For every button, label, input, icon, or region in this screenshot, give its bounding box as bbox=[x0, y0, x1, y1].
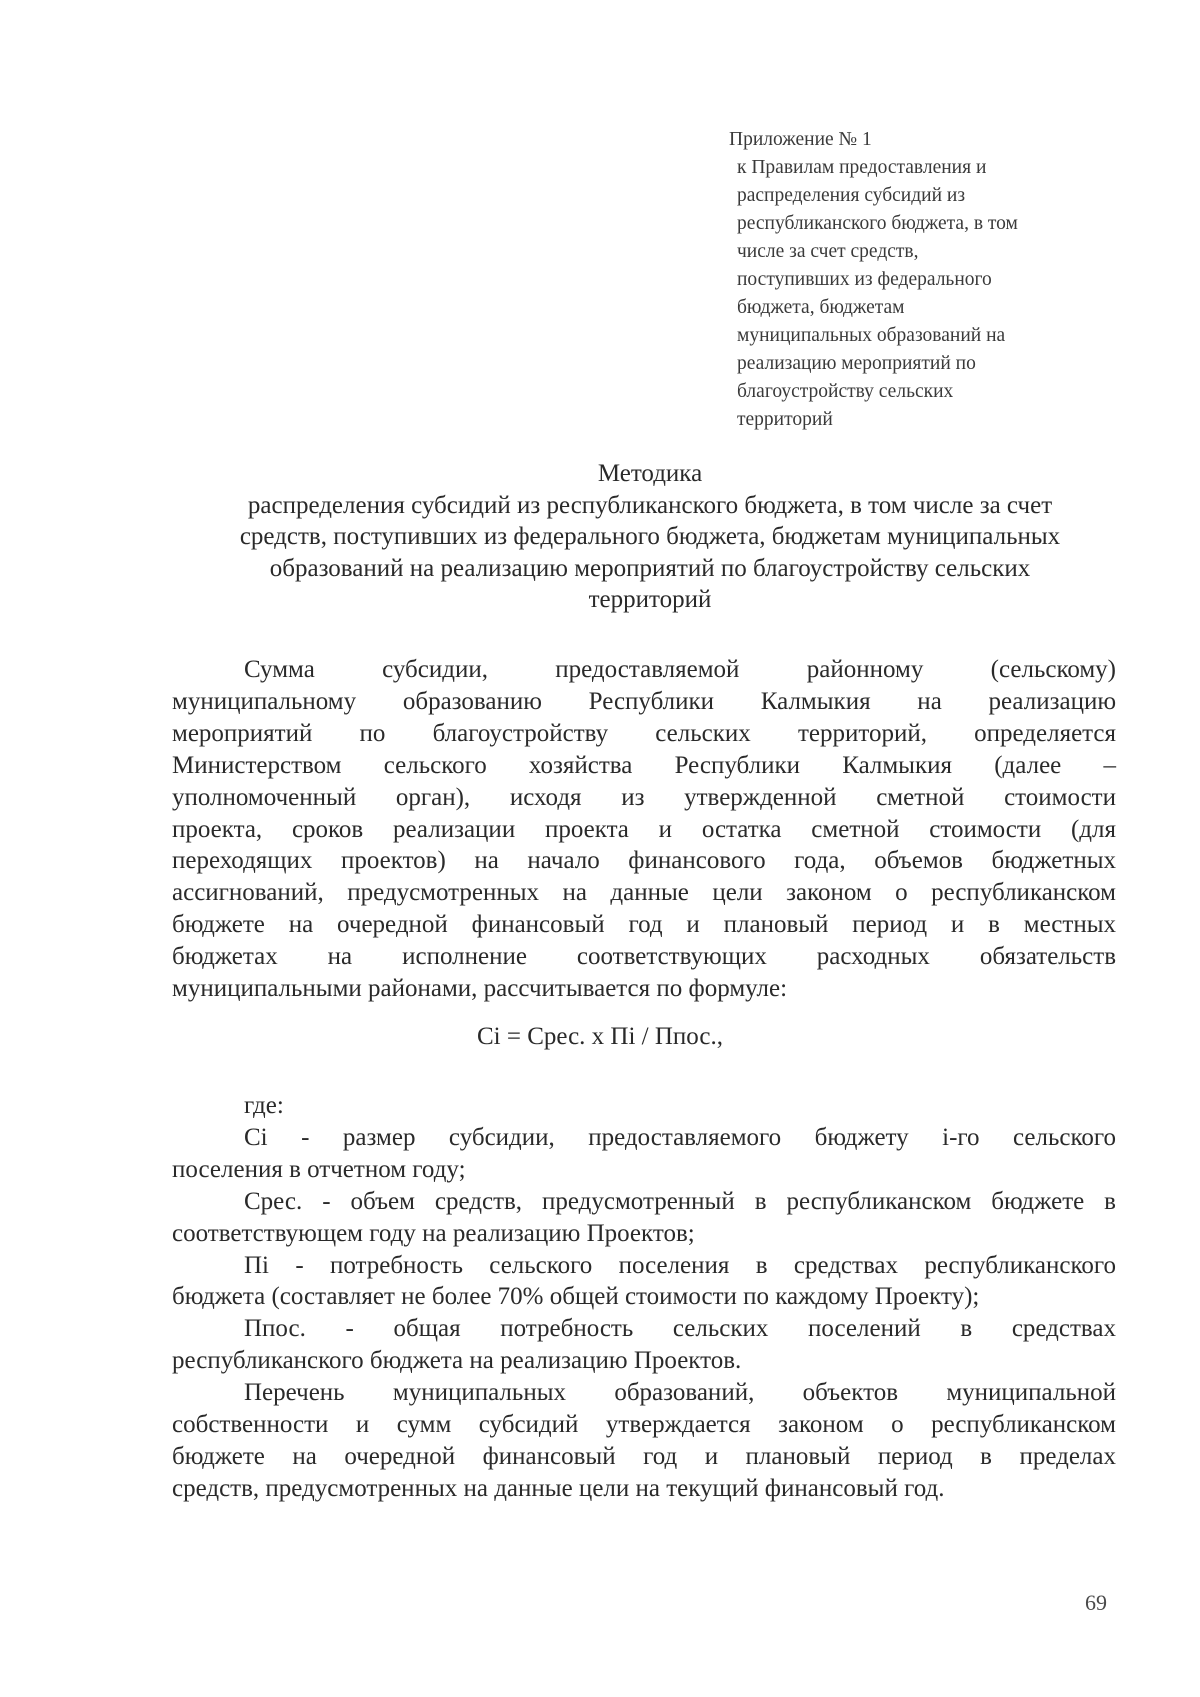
definition-line: Пi - потребность сельского поселения в средствах республиканского bbox=[244, 1251, 1116, 1279]
title-line: образований на реализацию мероприятий по благоустройству сельских bbox=[269, 554, 1031, 582]
page-number: 69 bbox=[1085, 1590, 1107, 1615]
definition-line: поселения в отчетном году; bbox=[172, 1155, 466, 1183]
appendix-line: числе за счет средств, bbox=[737, 241, 919, 262]
appendix-line: к Правилам предоставления и bbox=[737, 157, 987, 178]
where-label: где: bbox=[244, 1092, 284, 1119]
appendix-line: реализацию мероприятий по bbox=[737, 353, 976, 374]
paragraph-definitions bbox=[172, 1090, 1116, 1505]
definition-line: Ппос. - общая потребность сельских поселений в средствах bbox=[244, 1315, 1116, 1343]
definition-line: Срес. - объем средств, предусмотренный в республиканском бюджете в bbox=[244, 1187, 1116, 1215]
text-line: муниципальными районами, рассчитывается по формуле: bbox=[172, 975, 788, 1003]
appendix-header bbox=[729, 126, 1137, 434]
formula: Ci = Срес. х Пi / Ппос., bbox=[476, 1023, 724, 1050]
text-line: Сумма субсидии, предоставляемой районному (сельскому) bbox=[244, 656, 1116, 683]
text-line: средств, предусмотренных на данные цели на текущий финансовый год. bbox=[172, 1474, 945, 1502]
appendix-line: бюджета, бюджетам bbox=[737, 297, 905, 318]
appendix-line: Приложение № 1 bbox=[729, 129, 872, 150]
text-line: Министерством сельского хозяйства Республики Калмыкия (далее – bbox=[172, 751, 1116, 779]
appendix-line: территорий bbox=[737, 409, 833, 430]
text-line: муниципальному образованию Республики Калмыкия на реализацию bbox=[172, 687, 1116, 715]
text-line: бюджете на очередной финансовый год и плановый период и в местных bbox=[172, 911, 1116, 939]
appendix-line: распределения субсидий из bbox=[737, 185, 966, 206]
title-line: территорий bbox=[588, 586, 712, 613]
text-line: Перечень муниципальных образований, объектов муниципальной bbox=[244, 1379, 1116, 1407]
appendix-line: муниципальных образований на bbox=[737, 325, 1006, 346]
definition-line: соответствующем году на реализацию Проектов; bbox=[172, 1219, 695, 1247]
text-line: переходящих проектов) на начало финансового года, объемов бюджетных bbox=[172, 847, 1116, 875]
appendix-line: республиканского бюджета, в том bbox=[737, 213, 1018, 234]
text-line: проекта, сроков реализации проекта и остатка сметной стоимости (для bbox=[172, 815, 1116, 843]
document-title bbox=[160, 458, 1140, 616]
paragraph-main bbox=[172, 654, 1116, 1005]
definition-line: Ci - размер субсидии, предоставляемого бюджету i-го сельского bbox=[244, 1123, 1116, 1151]
text-line: бюджетах на исполнение соответствующих расходных обязательств bbox=[172, 943, 1116, 971]
appendix-line: поступивших из федерального bbox=[737, 269, 992, 290]
text-line: бюджете на очередной финансовый год и плановый период в пределах bbox=[172, 1442, 1116, 1470]
appendix-line: благоустройству сельских bbox=[737, 381, 954, 402]
text-line: уполномоченный орган), исходя из утвержденной сметной стоимости bbox=[172, 783, 1116, 811]
definition-line: республиканского бюджета на реализацию Проектов. bbox=[172, 1347, 742, 1375]
title-line: распределения субсидий из республиканского бюджета, в том числе за счет bbox=[247, 491, 1053, 519]
text-line: мероприятий по благоустройству сельских территорий, определяется bbox=[172, 719, 1116, 747]
text-line: ассигнований, предусмотренных на данные цели законом о республиканском bbox=[172, 879, 1116, 907]
title-line: средств, поступивших из федерального бюджета, бюджетам муниципальных bbox=[239, 523, 1061, 550]
text-line: собственности и сумм субсидий утверждается законом о республиканском bbox=[172, 1411, 1116, 1439]
definition-line: бюджета (составляет не более 70% общей стоимости по каждому Проекту); bbox=[172, 1283, 980, 1311]
title-heading: Методика bbox=[597, 460, 703, 487]
